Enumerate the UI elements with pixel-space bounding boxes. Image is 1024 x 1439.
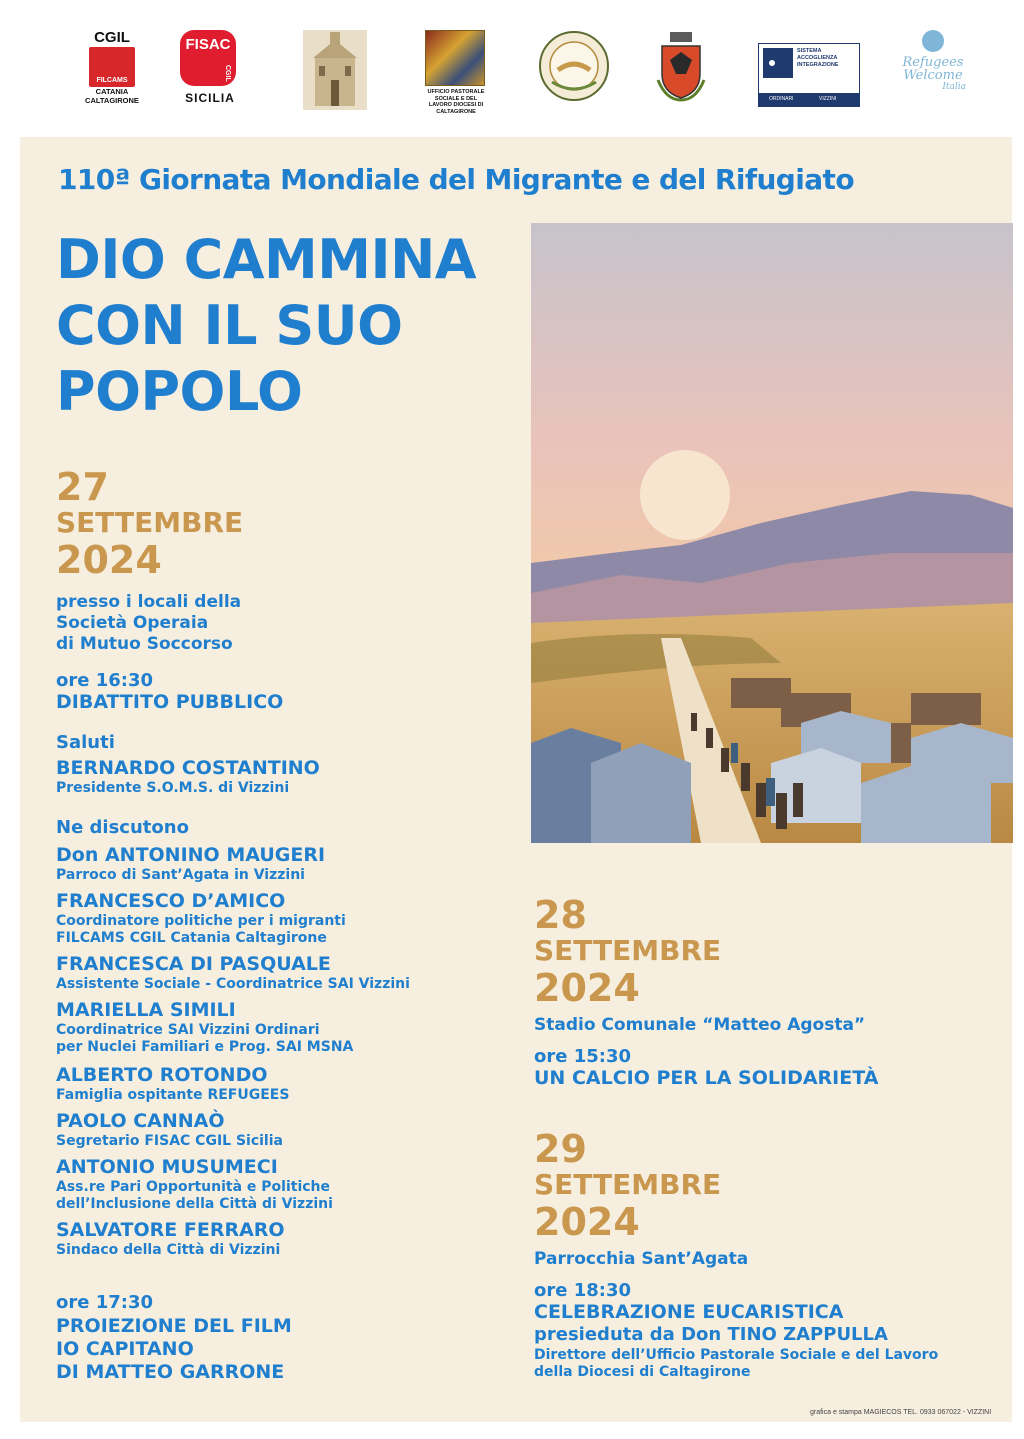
day1-speakers — [56, 817, 410, 1259]
film-line: PROIEZIONE DEL FILM — [56, 1315, 292, 1337]
day3-role: della Diocesi di Caltagirone — [534, 1364, 751, 1380]
pastorale-caption: UFFICIO PASTORALE SOCIALE E DEL LAVORO DIOCESI DI CALTAGIRONE — [427, 89, 485, 115]
day1-year: 2024 — [56, 538, 162, 582]
day2-date — [534, 895, 721, 1009]
day1-event1: DIBATTITO PUBBLICO — [56, 691, 284, 713]
speaker-item — [56, 1219, 410, 1259]
day1-month: SETTEMBRE — [56, 506, 244, 539]
cgil-city: CATANIA CALTAGIRONE — [85, 87, 139, 105]
sponsor-logos-bar — [20, 0, 1004, 137]
cgil-wordmark: CGIL — [94, 29, 130, 46]
day1-day: 27 — [56, 465, 109, 509]
societa-operaia-seal-icon — [538, 30, 610, 102]
day2-time: ore 15:30 — [534, 1046, 632, 1067]
day2-place: Stadio Comunale “Matteo Agosta” — [534, 1015, 866, 1035]
day2-day: 28 — [534, 893, 587, 937]
day3-details — [534, 1249, 938, 1381]
pastorale-office-logo — [425, 30, 487, 115]
day1-place: presso i locali della Società Operaia di Mutuo Soccorso — [56, 592, 242, 654]
title-line: POPOLO — [56, 360, 303, 423]
speaker-role: FILCAMS CGIL Catania Caltagirone — [56, 930, 327, 946]
day1-time1: ore 16:30 — [56, 670, 154, 691]
speaker-name: MARIELLA SIMILI — [56, 999, 236, 1021]
speaker-role: Famiglia ospitante REFUGEES — [56, 1087, 290, 1103]
church-icon — [303, 30, 367, 110]
refugees-welcome-logo: Refugees Welcome Italia — [900, 30, 966, 112]
day3-date — [534, 1129, 721, 1243]
speaker-role: Coordinatore politiche per i migranti — [56, 913, 346, 929]
poster — [20, 137, 1012, 1422]
day3-presided: presieduta da Don TINO ZAPPULLA — [534, 1324, 888, 1345]
fisac-mark: FISAC CGIL — [180, 30, 236, 86]
speaker-role: Assistente Sociale - Coordinatrice SAI Vizzini — [56, 976, 410, 992]
day2-event: UN CALCIO PER LA SOLIDARIETÀ — [534, 1067, 879, 1089]
sai-bar: ORDINARI VIZZINI — [759, 93, 859, 106]
discuss-label: Ne discutono — [56, 817, 189, 838]
speaker-item — [56, 1110, 410, 1150]
vizzini-coat-of-arms-icon — [656, 30, 706, 102]
speaker-role: Coordinatrice SAI Vizzini Ordinari — [56, 1022, 320, 1038]
icon-painting-image — [425, 30, 485, 86]
filcams-mark: FILCAMS — [89, 47, 135, 87]
title-line: DIO CAMMINA — [56, 228, 477, 291]
day3-time: ore 18:30 — [534, 1280, 632, 1301]
sai-title: SISTEMA ACCOGLIENZA INTEGRAZIONE — [797, 48, 839, 68]
day3-year: 2024 — [534, 1200, 640, 1244]
speaker-item — [56, 999, 410, 1056]
speaker-role: per Nuclei Familiari e Prog. SAI MSNA — [56, 1039, 354, 1055]
sai-logo — [758, 43, 860, 107]
day1-date — [56, 467, 243, 581]
day1-debate — [56, 670, 283, 714]
speaker-name: SALVATORE FERRARO — [56, 1219, 285, 1241]
title-line: CON IL SUO — [56, 294, 403, 357]
speaker-item — [56, 844, 410, 884]
fisac-label: SICILIA — [185, 91, 235, 105]
speaker-role: Parroco di Sant’Agata in Vizzini — [56, 867, 305, 883]
speaker-role: Presidente S.O.M.S. di Vizzini — [56, 780, 290, 796]
print-credit: grafica e stampa MAGIECOS TEL. 0933 067022 - VIZZINI — [810, 1409, 992, 1416]
day2-year: 2024 — [534, 966, 640, 1010]
day3-event: CELEBRAZIONE EUCARISTICA — [534, 1301, 844, 1323]
day3-day: 29 — [534, 1127, 587, 1171]
speaker-name: ALBERTO ROTONDO — [56, 1064, 268, 1086]
speaker-item — [56, 953, 410, 993]
refugees-welcome-icon — [922, 30, 944, 52]
migrants-landscape-illustration — [531, 223, 1013, 843]
speaker-role: Ass.re Pari Opportunità e Politiche — [56, 1179, 331, 1195]
day1-saluti — [56, 732, 320, 797]
day2-month: SETTEMBRE — [534, 934, 722, 967]
sai-mark-icon — [763, 48, 793, 78]
day2-details — [534, 1015, 878, 1090]
speaker-name: PAOLO CANNAÒ — [56, 1110, 225, 1132]
film-line: IO CAPITANO — [56, 1338, 194, 1360]
film-line: DI MATTEO GARRONE — [56, 1361, 285, 1383]
speaker-item — [56, 1156, 410, 1213]
speaker-name: Don ANTONINO MAUGERI — [56, 844, 326, 866]
speaker-name: FRANCESCO D’AMICO — [56, 890, 286, 912]
day3-month: SETTEMBRE — [534, 1168, 722, 1201]
speaker-role: Segretario FISAC CGIL Sicilia — [56, 1133, 283, 1149]
saluti-label: Saluti — [56, 732, 115, 753]
day3-place: Parrocchia Sant’Agata — [534, 1249, 749, 1269]
fisac-cgil-logo — [180, 30, 240, 112]
speaker-name: BERNARDO COSTANTINO — [56, 757, 320, 779]
day1-time2: ore 17:30 — [56, 1292, 154, 1313]
day1-film — [56, 1292, 292, 1384]
cgil-filcams-logo — [78, 30, 146, 112]
day3-role: Direttore dell’Ufficio Pastorale Sociale e del Lavoro — [534, 1347, 939, 1363]
speaker-role: dell’Inclusione della Città di Vizzini — [56, 1196, 333, 1212]
speaker-role: Sindaco della Città di Vizzini — [56, 1242, 281, 1258]
main-title — [56, 227, 476, 425]
speaker-name: FRANCESCA DI PASQUALE — [56, 953, 331, 975]
speaker-item — [56, 1064, 410, 1104]
event-subtitle: 110ª Giornata Mondiale del Migrante e del Rifugiato — [58, 163, 854, 196]
speaker-item — [56, 890, 410, 947]
speaker-name: ANTONIO MUSUMECI — [56, 1156, 278, 1178]
